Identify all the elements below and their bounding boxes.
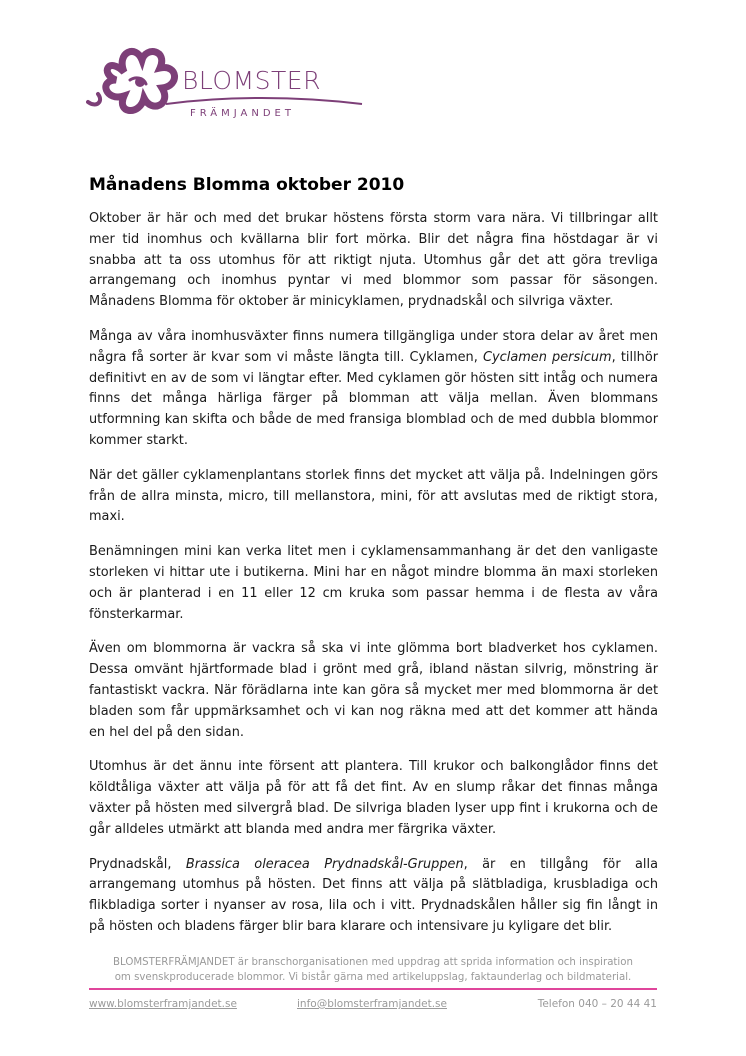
paragraph: När det gäller cyklamenplantans storlek finns det mycket att välja på. Indelningen görs från de allra minsta, micro, till mellanstora, mini, för att avslutas med de riktigt stora, maxi. — [89, 467, 658, 525]
email-link[interactable]: info@blomsterframjandet.se — [297, 998, 447, 1010]
paragraph — [89, 327, 658, 452]
paragraph: Benämningen mini kan verka litet men i cyklamensammanhang är det den vanligaste storleken vi hittar ute i butikerna. Mini har en något mindre blomma än maxi storleken och är planterad i en 11 eller 12 cm kruka som passar hemma i de flesta av våra fönsterkarmar. — [89, 544, 658, 622]
paragraph-text: Många av våra inomhusväxter finns numera tillgängliga under stora delar av året men några få sorter är kvar som vi måste längta till. Cyklamen, — [89, 328, 658, 365]
paragraph-text: , är en tillgång för alla arrangemang utomhus på hösten. Det finns att välja på slätbladiga, krusbladiga och flikbladiga sorter i nyanser av rosa, lila och i vitt. Prydnadskålen håller sig fin långt in på hösten och bladens färger blir bara klarare och intensivare ju kyligare det blir. — [89, 856, 658, 934]
footer-line-1: BLOMSTERFRÄMJANDET är branschorganisationen med uppdrag att sprida information och inspiration — [113, 957, 633, 968]
paragraph-text: Prydnadskål, — [89, 856, 186, 872]
paragraph — [89, 855, 658, 938]
article-body — [89, 209, 658, 952]
brand-logo — [86, 42, 366, 122]
page-title: Månadens Blomma oktober 2010 — [89, 175, 405, 195]
footer-description — [89, 955, 657, 985]
paragraph: Oktober är här och med det brukar höstens första storm vara nära. Vi tillbringar allt mer tid inomhus och kvällarna blir fort mörka. Blir det några fina höstdagar är vi snabba att ta oss utomhus för att riktigt njuta. Utomhus går det att göra trevliga arrangemang och inomhus pyntar vi med blommor som passar för säsongen. Månadens Blomma för oktober är minicyklamen, prydnadskål och silvriga växter. — [89, 211, 658, 310]
website-link[interactable]: www.blomsterframjandet.se — [89, 998, 237, 1010]
phone-number: Telefon 040 – 20 44 41 — [537, 998, 657, 1010]
latin-name: Brassica oleracea Prydnadskål-Gruppen — [185, 856, 464, 872]
logo-swash — [166, 94, 366, 108]
flower-logo-icon — [86, 42, 186, 122]
paragraph-text: , tillhör definitivt en av de som vi längtar efter. Med cyklamen gör hösten sitt intåg och numera finns det många härliga färger på blomman att välja mellan. Även blommans utformning kan skifta och både de med fransiga blomblad och de med dubbla blommor kommer starkt. — [89, 349, 659, 448]
footer-divider — [89, 988, 657, 990]
logo-wordmark: BLOMSTER — [182, 66, 321, 95]
paragraph: Utomhus är det ännu inte försent att plantera. Till krukor och balkonglådor finns det köldtåliga växter att välja på för att få det fint. Av en slump råkar det finnas många växter på hösten med silvergrå blad. De silvriga bladen lyser upp fint i krukorna och de går alldeles utmärkt att blanda med andra mer färgrika växter. — [89, 759, 658, 837]
footer-line-2: om svenskproducerade blommor. Vi bistår gärna med artikeluppslag, faktaunderlag och bildmaterial. — [114, 972, 632, 983]
paragraph: Även om blommorna är vackra så ska vi inte glömma bort bladverket hos cyklamen. Dessa omvänt hjärtformade blad i grönt med grå, ibland nästan silvrig, mönstring är fantastiskt vackra. När förädlarna inte kan göra så mycket mer med blommorna är det bladen som får uppmärksamhet och vi kan nog räkna med att det kommer att hända en hel del på den sidan. — [89, 641, 658, 740]
latin-name: Cyclamen persicum — [483, 349, 612, 365]
logo-subtitle: FRÄMJANDET — [190, 108, 295, 119]
